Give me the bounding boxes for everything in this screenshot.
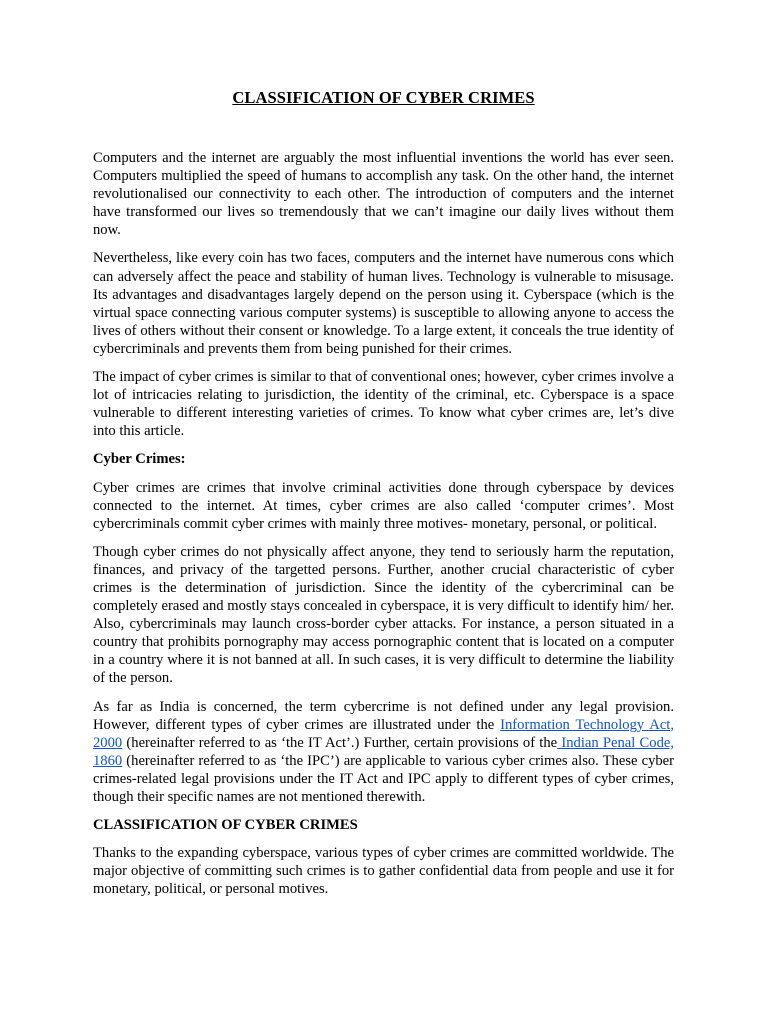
india-law-text-3: (hereinafter referred to as ‘the IPC’) are applicable to various cyber crimes also. These cyber crimes-related legal provisions under the IT Act and IPC apply to different types of cyber crimes, though their specific names are not mentioned therewith. bbox=[93, 752, 674, 805]
section-heading-cyber-crimes: Cyber Crimes: bbox=[93, 451, 186, 468]
it-act-link[interactable]: Information Technology Act, 2000 bbox=[93, 716, 675, 751]
cyber-crimes-paragraph-2: Though cyber crimes do not physically affect anyone, they tend to seriously harm the reputation, finances, and privacy of the targetted persons. Further, another crucial characteristic of cyber crimes is the determination of jurisdiction. Since the identity of the cybercriminal can be completely erased and mostly stays concealed in cyberspace, it is very difficult to identify him/ her. Also, cybercriminals may launch cross-border cyber attacks. For instance, a person situated in a country that prohibits pornography may access pornographic content that is located on a computer in a country where it is not banned at all. In such cases, it is very difficult to determine the liability of the person. bbox=[93, 543, 674, 687]
cyber-crimes-paragraph-1: Cyber crimes are crimes that involve criminal activities done through cyberspace by devices connected to the internet. At times, cyber crimes are also called ‘computer crimes’. Most cybercriminals commit cyber crimes with mainly three motives- monetary, personal, or political. bbox=[93, 479, 674, 532]
document-page bbox=[93, 0, 674, 908]
ipc-link[interactable]: Indian Penal Code, 1860 bbox=[93, 734, 674, 769]
india-law-text-1: As far as India is concerned, the term cybercrime is not defined under any legal provision. However, different types of cyber crimes are illustrated under the bbox=[93, 698, 674, 733]
india-law-text-2: (hereinafter referred to as ‘the IT Act’.) Further, certain provisions of the bbox=[122, 734, 558, 751]
classification-paragraph: Thanks to the expanding cyberspace, various types of cyber crimes are committed worldwide. The major objective of committing such crimes is to gather confidential data from people and use it for monetary, political, or personal motives. bbox=[93, 845, 674, 898]
india-law-paragraph bbox=[93, 698, 674, 807]
document-title: CLASSIFICATION OF CYBER CRIMES bbox=[232, 88, 535, 107]
intro-paragraph-3: The impact of cyber crimes is similar to that of conventional ones; however, cyber crimes involve a lot of intricacies relating to jurisdiction, the identity of the criminal, etc. Cyberspace is a space vulnerable to different interesting varieties of crimes. To know what cyber crimes are, let’s dive into this article. bbox=[93, 369, 674, 440]
intro-paragraph-2: Nevertheless, like every coin has two faces, computers and the internet have numerous cons which can adversely affect the peace and stability of human lives. Technology is vulnerable to misusage. Its advantages and disadvantages largely depend on the person using it. Cyberspace (which is the virtual space connecting various computer systems) is susceptible to allowing anyone to access the lives of others without their consent or knowledge. To a large extent, it conceals the true identity of cybercriminals and prevents them from being punished for their crimes. bbox=[93, 250, 674, 357]
intro-paragraph-1: Computers and the internet are arguably the most influential inventions the world has ever seen. Computers multiplied the speed of humans to accomplish any task. On the other hand, the internet revolutionalised our connectivity to each other. The introduction of computers and the internet have transformed our lives so tremendously that we can’t imagine our daily lives without them now. bbox=[93, 150, 674, 239]
section-heading-classification: CLASSIFICATION OF CYBER CRIMES bbox=[93, 817, 358, 834]
